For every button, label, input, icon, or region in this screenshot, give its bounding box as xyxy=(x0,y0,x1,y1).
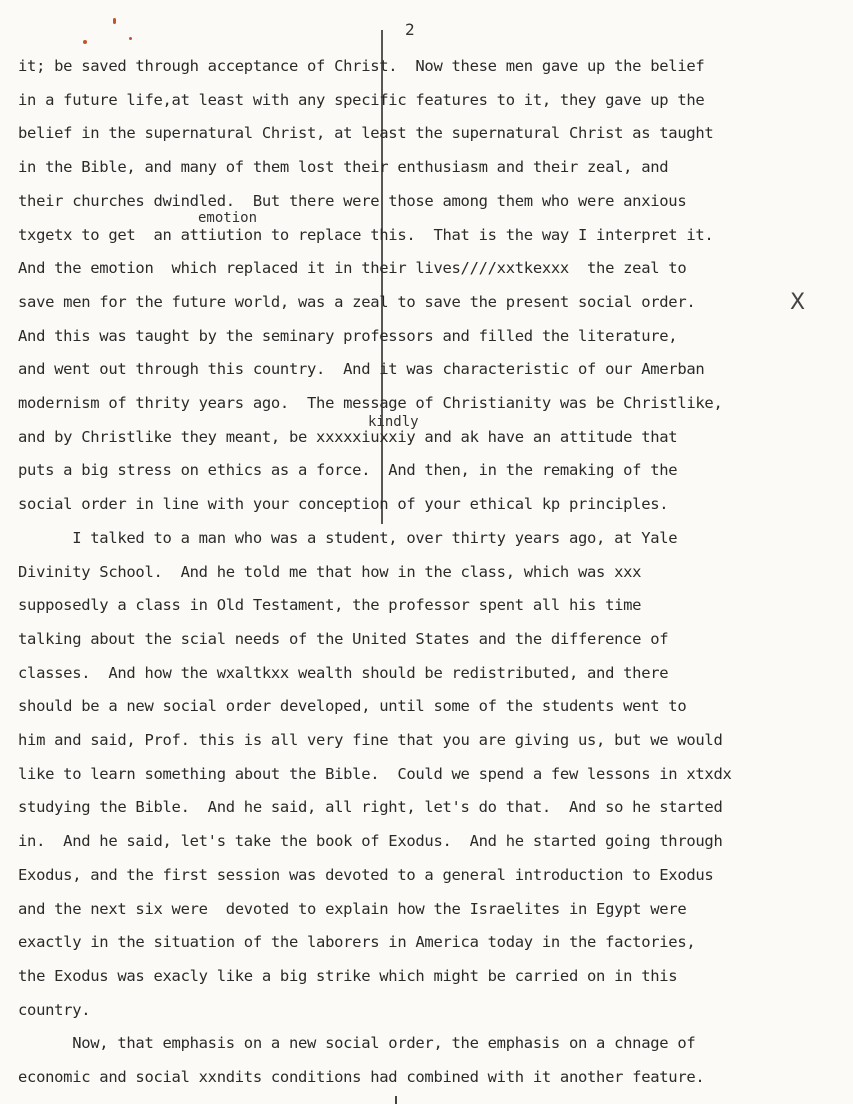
interlinear-correction-kindly: kindly xyxy=(368,414,419,430)
text-line: social order in line with your conception of your ethical kp principles. xyxy=(18,495,669,514)
text-line: studying the Bible. And he said, all right, let's do that. And so he started xyxy=(18,798,723,817)
ink-speck xyxy=(113,18,116,24)
ink-speck xyxy=(83,40,87,44)
text-line: in a future life,at least with any specific features to it, they gave up the xyxy=(18,90,705,109)
text-line: Exodus, and the first session was devoted to a general introduction to Exodus xyxy=(18,865,714,884)
text-line: their churches dwindled. But there were those among them who were anxious xyxy=(18,191,687,210)
text-line: him and said, Prof. this is all very fine that you are giving us, but we would xyxy=(18,731,723,749)
margin-x-mark: X xyxy=(790,290,806,315)
text-line: in the Bible, and many of them lost their enthusiasm and their zeal, and xyxy=(18,158,669,177)
text-line: it; be saved through acceptance of Christ. Now these men gave up the belief xyxy=(18,57,705,75)
text-line: Divinity School. And he told me that how in the class, which was xxx xyxy=(18,562,642,581)
text-line: modernism of thrity years ago. The message of Christianity was be Christlike, xyxy=(18,394,723,412)
text-line: should be a new social order developed, until some of the students went to xyxy=(18,697,687,716)
text-line: classes. And how the wxaltkxx wealth should be redistributed, and there xyxy=(18,663,669,682)
text-line: talking about the scial needs of the United States and the difference of xyxy=(18,629,669,648)
text-line: txgetx to get an attiution to replace this. That is the way I interpret it. xyxy=(18,225,714,244)
text-line: and the next six were devoted to explain how the Israelites in Egypt were xyxy=(18,899,687,918)
interlinear-correction-emotion: emotion xyxy=(198,210,258,226)
ink-speck xyxy=(129,37,132,40)
text-line: in. And he said, let's take the book of Exodus. And he started going through xyxy=(18,832,723,851)
page-number: 2 xyxy=(405,20,415,39)
text-line: the Exodus was exacly like a big strike which might be carried on in this xyxy=(18,966,678,985)
text-line: puts a big stress on ethics as a force. And then, in the remaking of the xyxy=(18,461,678,480)
text-line: supposedly a class in Old Testament, the professor spent all his time xyxy=(18,596,642,615)
text-line: And the emotion which replaced it in their lives////xxtkexxx the zeal to xyxy=(18,259,687,278)
text-line: Now, that emphasis on a new social order, the emphasis on a chnage of xyxy=(18,1034,696,1053)
text-line: I talked to a man who was a student, over thirty years ago, at Yale xyxy=(18,528,678,547)
text-line: like to learn something about the Bible. Could we spend a few lessons in xtxdx xyxy=(18,764,732,783)
text-line: economic and social xxndits conditions had combined with it another feature. xyxy=(18,1068,705,1086)
text-line: country. xyxy=(18,1000,91,1019)
text-line: and went out through this country. And it was characteristic of our Amerban xyxy=(18,360,705,379)
text-line: exactly in the situation of the laborers in America today in the factories, xyxy=(18,933,696,952)
text-line: belief in the supernatural Christ, at least the supernatural Christ as taught xyxy=(18,124,714,143)
text-line: save men for the future world, was a zeal to save the present social order. xyxy=(18,292,696,311)
text-line: And this was taught by the seminary professors and filled the literature, xyxy=(18,326,678,345)
bottom-tick-mark xyxy=(395,1096,397,1104)
text-line: and by Christlike they meant, be xxxxxiuxxiy and ak have an attitude that xyxy=(18,427,678,446)
